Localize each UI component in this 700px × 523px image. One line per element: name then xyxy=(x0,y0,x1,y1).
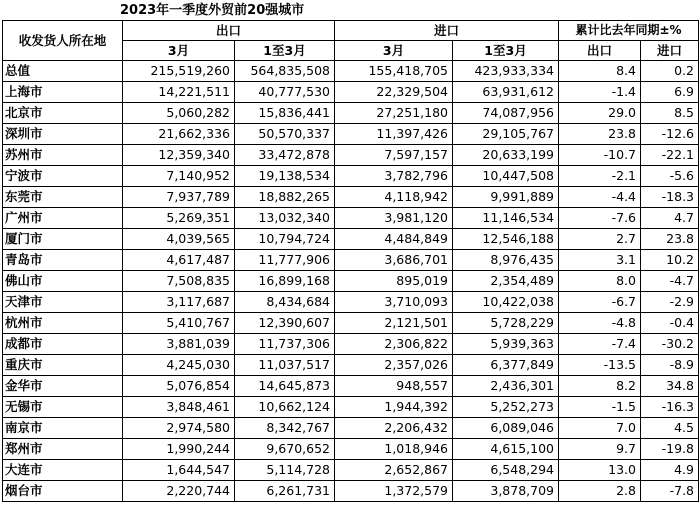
import-march-cell: 2,652,867 xyxy=(335,460,453,481)
city-cell: 深圳市 xyxy=(3,124,123,145)
growth-export-cell: -6.7 xyxy=(559,292,641,313)
export-march-cell: 3,848,461 xyxy=(123,397,235,418)
export-march-cell: 7,937,789 xyxy=(123,187,235,208)
table-row xyxy=(3,313,699,334)
export-q1-cell: 8,342,767 xyxy=(235,418,335,439)
import-q1-cell: 10,447,508 xyxy=(453,166,559,187)
city-cell: 苏州市 xyxy=(3,145,123,166)
export-march-cell: 14,221,511 xyxy=(123,82,235,103)
growth-import-cell: 4.9 xyxy=(641,460,699,481)
growth-import-cell: 23.8 xyxy=(641,229,699,250)
table-row xyxy=(3,355,699,376)
header-row-1 xyxy=(3,21,699,41)
export-group-header: 出口 xyxy=(123,21,335,41)
export-march-cell: 5,076,854 xyxy=(123,376,235,397)
table-row xyxy=(3,292,699,313)
table-row xyxy=(3,208,699,229)
growth-import-cell: -19.8 xyxy=(641,439,699,460)
import-q1-cell: 10,422,038 xyxy=(453,292,559,313)
city-cell: 总值 xyxy=(3,61,123,82)
growth-export-cell: 9.7 xyxy=(559,439,641,460)
table-row xyxy=(3,187,699,208)
export-q1-cell: 564,835,508 xyxy=(235,61,335,82)
export-q1-cell: 16,899,168 xyxy=(235,271,335,292)
import-q1-cell: 423,933,334 xyxy=(453,61,559,82)
city-cell: 天津市 xyxy=(3,292,123,313)
export-q1-cell: 11,037,517 xyxy=(235,355,335,376)
export-march-cell: 5,060,282 xyxy=(123,103,235,124)
table-row xyxy=(3,103,699,124)
growth-export-cell: 29.0 xyxy=(559,103,641,124)
export-q1-header: 1至3月 xyxy=(235,41,335,61)
growth-export-cell: 8.0 xyxy=(559,271,641,292)
import-march-cell: 1,018,946 xyxy=(335,439,453,460)
export-march-cell: 3,117,687 xyxy=(123,292,235,313)
table-title: 2023年一季度外贸前20强城市 xyxy=(120,3,305,18)
export-q1-cell: 13,032,340 xyxy=(235,208,335,229)
table-row xyxy=(3,334,699,355)
growth-import-header: 进口 xyxy=(641,41,699,61)
export-march-cell: 2,974,580 xyxy=(123,418,235,439)
growth-export-cell: -2.1 xyxy=(559,166,641,187)
export-march-cell: 1,644,547 xyxy=(123,460,235,481)
growth-export-cell: -1.4 xyxy=(559,82,641,103)
export-q1-cell: 10,662,124 xyxy=(235,397,335,418)
import-march-cell: 895,019 xyxy=(335,271,453,292)
growth-export-cell: -4.4 xyxy=(559,187,641,208)
import-q1-cell: 6,548,294 xyxy=(453,460,559,481)
export-march-cell: 215,519,260 xyxy=(123,61,235,82)
export-q1-cell: 19,138,534 xyxy=(235,166,335,187)
import-march-cell: 2,357,026 xyxy=(335,355,453,376)
export-q1-cell: 15,836,441 xyxy=(235,103,335,124)
growth-export-cell: -7.4 xyxy=(559,334,641,355)
city-cell: 广州市 xyxy=(3,208,123,229)
export-march-cell: 4,039,565 xyxy=(123,229,235,250)
table-row xyxy=(3,271,699,292)
export-q1-cell: 40,777,530 xyxy=(235,82,335,103)
import-march-cell: 2,121,501 xyxy=(335,313,453,334)
growth-import-cell: 4.7 xyxy=(641,208,699,229)
export-q1-cell: 5,114,728 xyxy=(235,460,335,481)
city-cell: 重庆市 xyxy=(3,355,123,376)
import-q1-header: 1至3月 xyxy=(453,41,559,61)
city-cell: 厦门市 xyxy=(3,229,123,250)
import-march-cell: 1,944,392 xyxy=(335,397,453,418)
growth-export-cell: 8.2 xyxy=(559,376,641,397)
export-q1-cell: 12,390,607 xyxy=(235,313,335,334)
import-q1-cell: 12,546,188 xyxy=(453,229,559,250)
growth-export-cell: -10.7 xyxy=(559,145,641,166)
import-march-cell: 948,557 xyxy=(335,376,453,397)
growth-export-header: 出口 xyxy=(559,41,641,61)
growth-export-cell: -1.5 xyxy=(559,397,641,418)
table-row xyxy=(3,61,699,82)
export-q1-cell: 33,472,878 xyxy=(235,145,335,166)
trade-table xyxy=(2,20,699,502)
growth-export-cell: 8.4 xyxy=(559,61,641,82)
import-q1-cell: 5,252,273 xyxy=(453,397,559,418)
table-row xyxy=(3,229,699,250)
table-row xyxy=(3,397,699,418)
import-q1-cell: 2,354,489 xyxy=(453,271,559,292)
city-cell: 大连市 xyxy=(3,460,123,481)
city-cell: 杭州市 xyxy=(3,313,123,334)
growth-import-cell: -22.1 xyxy=(641,145,699,166)
export-q1-cell: 18,882,265 xyxy=(235,187,335,208)
growth-import-cell: -0.4 xyxy=(641,313,699,334)
table-row xyxy=(3,145,699,166)
import-march-cell: 4,118,942 xyxy=(335,187,453,208)
growth-import-cell: -4.7 xyxy=(641,271,699,292)
export-march-cell: 5,410,767 xyxy=(123,313,235,334)
growth-export-cell: 2.8 xyxy=(559,481,641,502)
growth-import-cell: 34.8 xyxy=(641,376,699,397)
export-march-cell: 4,245,030 xyxy=(123,355,235,376)
import-march-cell: 27,251,180 xyxy=(335,103,453,124)
growth-import-cell: -8.9 xyxy=(641,355,699,376)
city-cell: 东莞市 xyxy=(3,187,123,208)
import-q1-cell: 2,436,301 xyxy=(453,376,559,397)
growth-import-cell: -5.6 xyxy=(641,166,699,187)
import-march-cell: 3,710,093 xyxy=(335,292,453,313)
import-march-cell: 2,206,432 xyxy=(335,418,453,439)
export-q1-cell: 9,670,652 xyxy=(235,439,335,460)
growth-export-cell: -4.8 xyxy=(559,313,641,334)
export-march-cell: 2,220,744 xyxy=(123,481,235,502)
table-row xyxy=(3,460,699,481)
import-q1-cell: 6,377,849 xyxy=(453,355,559,376)
city-cell: 佛山市 xyxy=(3,271,123,292)
corner-header: 收发货人所在地 xyxy=(3,21,123,61)
growth-export-cell: 13.0 xyxy=(559,460,641,481)
city-cell: 烟台市 xyxy=(3,481,123,502)
growth-export-cell: 2.7 xyxy=(559,229,641,250)
table-row xyxy=(3,82,699,103)
table-row xyxy=(3,124,699,145)
table-row xyxy=(3,376,699,397)
export-march-cell: 7,140,952 xyxy=(123,166,235,187)
city-cell: 青岛市 xyxy=(3,250,123,271)
export-q1-cell: 6,261,731 xyxy=(235,481,335,502)
growth-import-cell: 10.2 xyxy=(641,250,699,271)
growth-export-cell: -7.6 xyxy=(559,208,641,229)
import-q1-cell: 20,633,199 xyxy=(453,145,559,166)
city-cell: 上海市 xyxy=(3,82,123,103)
export-q1-cell: 14,645,873 xyxy=(235,376,335,397)
growth-import-cell: 6.9 xyxy=(641,82,699,103)
import-march-cell: 155,418,705 xyxy=(335,61,453,82)
import-march-cell: 1,372,579 xyxy=(335,481,453,502)
import-march-cell: 3,782,796 xyxy=(335,166,453,187)
export-march-cell: 12,359,340 xyxy=(123,145,235,166)
import-march-cell: 4,484,849 xyxy=(335,229,453,250)
table-row xyxy=(3,481,699,502)
import-q1-cell: 9,991,889 xyxy=(453,187,559,208)
city-cell: 宁波市 xyxy=(3,166,123,187)
import-march-cell: 2,306,822 xyxy=(335,334,453,355)
export-march-cell: 7,508,835 xyxy=(123,271,235,292)
export-march-cell: 21,662,336 xyxy=(123,124,235,145)
export-march-cell: 1,990,244 xyxy=(123,439,235,460)
growth-import-cell: -18.3 xyxy=(641,187,699,208)
city-cell: 成都市 xyxy=(3,334,123,355)
table-row xyxy=(3,166,699,187)
import-q1-cell: 29,105,767 xyxy=(453,124,559,145)
import-march-cell: 22,329,504 xyxy=(335,82,453,103)
city-cell: 南京市 xyxy=(3,418,123,439)
import-march-cell: 3,981,120 xyxy=(335,208,453,229)
export-q1-cell: 10,794,724 xyxy=(235,229,335,250)
import-march-header: 3月 xyxy=(335,41,453,61)
import-march-cell: 7,597,157 xyxy=(335,145,453,166)
import-q1-cell: 63,931,612 xyxy=(453,82,559,103)
growth-import-cell: -7.8 xyxy=(641,481,699,502)
city-cell: 金华市 xyxy=(3,376,123,397)
table-row xyxy=(3,418,699,439)
import-q1-cell: 3,878,709 xyxy=(453,481,559,502)
growth-export-cell: 7.0 xyxy=(559,418,641,439)
city-cell: 郑州市 xyxy=(3,439,123,460)
export-march-cell: 5,269,351 xyxy=(123,208,235,229)
table-row xyxy=(3,439,699,460)
import-q1-cell: 11,146,534 xyxy=(453,208,559,229)
city-cell: 无锡市 xyxy=(3,397,123,418)
growth-export-cell: 23.8 xyxy=(559,124,641,145)
import-q1-cell: 4,615,100 xyxy=(453,439,559,460)
export-q1-cell: 11,737,306 xyxy=(235,334,335,355)
growth-export-cell: -13.5 xyxy=(559,355,641,376)
import-group-header: 进口 xyxy=(335,21,559,41)
table-row xyxy=(3,250,699,271)
import-q1-cell: 5,939,363 xyxy=(453,334,559,355)
growth-import-cell: 4.5 xyxy=(641,418,699,439)
import-q1-cell: 74,087,956 xyxy=(453,103,559,124)
growth-import-cell: -12.6 xyxy=(641,124,699,145)
export-march-cell: 3,881,039 xyxy=(123,334,235,355)
import-march-cell: 11,397,426 xyxy=(335,124,453,145)
growth-import-cell: 0.2 xyxy=(641,61,699,82)
export-q1-cell: 50,570,337 xyxy=(235,124,335,145)
export-q1-cell: 8,434,684 xyxy=(235,292,335,313)
import-q1-cell: 6,089,046 xyxy=(453,418,559,439)
export-q1-cell: 11,777,906 xyxy=(235,250,335,271)
growth-import-cell: -2.9 xyxy=(641,292,699,313)
export-march-cell: 4,617,487 xyxy=(123,250,235,271)
import-q1-cell: 8,976,435 xyxy=(453,250,559,271)
import-march-cell: 3,686,701 xyxy=(335,250,453,271)
growth-export-cell: 3.1 xyxy=(559,250,641,271)
growth-group-header: 累计比去年同期±% xyxy=(559,21,699,41)
growth-import-cell: 8.5 xyxy=(641,103,699,124)
growth-import-cell: -16.3 xyxy=(641,397,699,418)
export-march-header: 3月 xyxy=(123,41,235,61)
import-q1-cell: 5,728,229 xyxy=(453,313,559,334)
city-cell: 北京市 xyxy=(3,103,123,124)
growth-import-cell: -30.2 xyxy=(641,334,699,355)
